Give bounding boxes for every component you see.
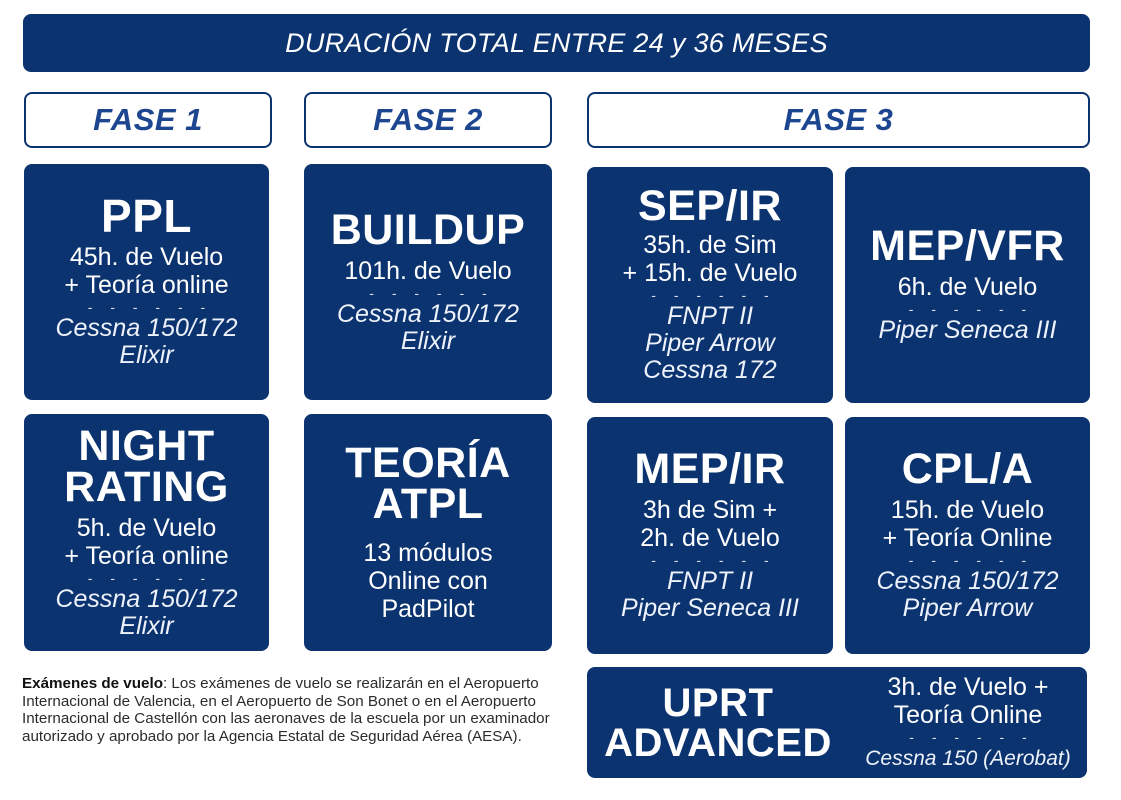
phase-2-label: FASE 2 [373, 102, 483, 137]
card-title: PPL [101, 189, 192, 242]
card-line: 35h. de Sim [643, 231, 777, 259]
separator: - - - - - - [87, 298, 213, 315]
card-cpl-a [845, 417, 1090, 654]
card-title: BUILDUP [330, 205, 526, 254]
aircraft: Elixir [119, 611, 174, 640]
aircraft: Cessna 150/172 [55, 584, 238, 613]
card-title: UPRT [662, 680, 774, 725]
card-teoria-atpl [304, 414, 552, 651]
card-line: + Teoría online [64, 541, 229, 570]
card-title: CPL/A [901, 445, 1034, 493]
aircraft: Piper Arrow [645, 329, 775, 357]
card-line: 6h. de Vuelo [897, 273, 1038, 301]
phase-3-label: FASE 3 [783, 102, 894, 137]
card-ppl [24, 164, 269, 400]
card-line: 5h. de Vuelo [76, 513, 217, 542]
aircraft: Elixir [400, 326, 456, 355]
card-line: + Teoría online [64, 270, 229, 299]
separator: - - - - - - [651, 287, 776, 303]
card-line: + Teoría Online [882, 524, 1053, 552]
card-line: 15h. de Vuelo [890, 496, 1045, 524]
card-line: Online con [368, 566, 488, 595]
card-mep-vfr [845, 167, 1090, 403]
card-title: MEP/IR [634, 445, 786, 493]
card-title: ADVANCED [604, 720, 832, 765]
aircraft: Cessna 172 [643, 356, 777, 384]
duration-banner [23, 14, 1090, 72]
card-line: 2h. de Vuelo [640, 524, 780, 552]
exam-note [22, 675, 582, 745]
aircraft: Piper Seneca III [878, 316, 1057, 344]
card-title: ATPL [372, 479, 484, 528]
aircraft: Piper Seneca III [621, 594, 799, 622]
phase-1-label: FASE 1 [93, 102, 203, 137]
aircraft: Elixir [119, 340, 174, 369]
separator: - - - - - - [369, 284, 494, 301]
separator: - - - - - - [909, 729, 1034, 745]
card-night-rating [24, 414, 269, 651]
card-line: PadPilot [381, 594, 475, 623]
card-title: SEP/IR [638, 182, 782, 230]
card-sep-ir [587, 167, 833, 403]
aircraft: Cessna 150/172 [336, 299, 520, 328]
aircraft: FNPT II [666, 302, 754, 330]
card-line: 13 módulos [363, 538, 493, 567]
card-title: TEORÍA [345, 438, 511, 487]
card-uprt-advanced [587, 667, 1087, 778]
card-title: NIGHT [78, 421, 215, 470]
card-line: 3h de Sim + [642, 496, 778, 524]
exam-note-label: Exámenes de vuelo [22, 675, 163, 692]
aircraft: Cessna 150 (Aerobat) [865, 747, 1071, 770]
card-mep-ir [587, 417, 833, 654]
separator: - - - - - - [908, 301, 1034, 317]
aircraft: Piper Arrow [902, 594, 1033, 622]
aircraft: Cessna 150/172 [876, 567, 1059, 595]
card-line: + 15h. de Vuelo [622, 259, 798, 287]
card-title: MEP/VFR [870, 222, 1065, 270]
phase-3-header [587, 92, 1090, 148]
card-line: 3h. de Vuelo + [887, 673, 1049, 701]
card-line: 45h. de Vuelo [69, 242, 224, 271]
card-title: RATING [64, 462, 229, 511]
phase-2-header [304, 92, 552, 148]
aircraft: FNPT II [666, 567, 754, 595]
card-buildup [304, 164, 552, 400]
card-line: 101h. de Vuelo [344, 256, 512, 285]
duration-title: DURACIÓN TOTAL ENTRE 24 y 36 MESES [285, 27, 828, 58]
phase-1-header [24, 92, 272, 148]
aircraft: Cessna 150/172 [55, 313, 238, 342]
exam-note-text: : Los exámenes de vuelo se realizarán en el Aeropuerto Internacional de Valencia, en el Aeropuerto de Son Bonet o en el Aeropuerto Internacional de Castellón con las aeronaves de la escuela por un examinador autorizado y aprobado por la Agencia Estatal de Seguridad Aérea (AESA). [22, 675, 550, 745]
card-line: Teoría Online [893, 701, 1043, 729]
separator: - - - - - - [651, 552, 776, 568]
separator: - - - - - - [87, 569, 213, 586]
separator: - - - - - - [908, 552, 1034, 568]
